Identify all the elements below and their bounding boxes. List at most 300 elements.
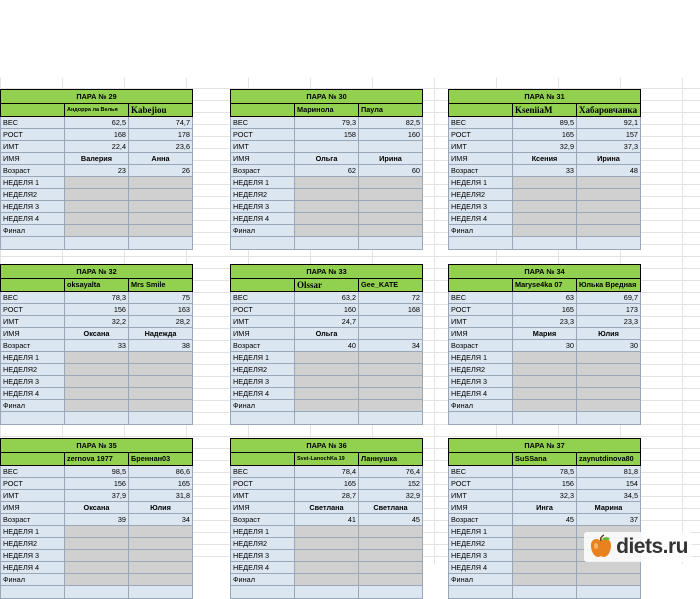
- nickname-1[interactable]: Olssar: [295, 279, 359, 292]
- week2-label[interactable]: НЕДЕЛЯ2: [1, 364, 65, 376]
- week1-label[interactable]: НЕДЕЛЯ 1: [231, 526, 295, 538]
- blank-cell[interactable]: [295, 586, 359, 599]
- weight-2[interactable]: 86,6: [129, 466, 193, 478]
- week3-value-2[interactable]: [577, 201, 641, 213]
- week1-label[interactable]: НЕДЕЛЯ 1: [449, 352, 513, 364]
- bmi-2[interactable]: 32,9: [359, 490, 423, 502]
- nickname-2[interactable]: Kabejiou: [129, 104, 193, 117]
- nick-label-cell[interactable]: [231, 279, 295, 292]
- bmi-2[interactable]: 34,5: [577, 490, 641, 502]
- height-label[interactable]: РОСТ: [449, 478, 513, 490]
- week4-value-1[interactable]: [513, 388, 577, 400]
- week4-label[interactable]: НЕДЕЛЯ 4: [449, 213, 513, 225]
- final-label[interactable]: Финал: [449, 225, 513, 237]
- height-label[interactable]: РОСТ: [231, 478, 295, 490]
- bmi-1[interactable]: 23,3: [513, 316, 577, 328]
- name-2[interactable]: Юлия: [129, 502, 193, 514]
- age-1[interactable]: 33: [65, 340, 129, 352]
- week3-value-2[interactable]: [577, 376, 641, 388]
- week3-value-1[interactable]: [513, 550, 577, 562]
- height-label[interactable]: РОСТ: [231, 129, 295, 141]
- weight-label[interactable]: ВЕС: [1, 117, 65, 129]
- weight-1[interactable]: 63,2: [295, 292, 359, 304]
- bmi-2[interactable]: [359, 141, 423, 153]
- bmi-1[interactable]: 32,3: [513, 490, 577, 502]
- week1-value-2[interactable]: [129, 352, 193, 364]
- blank-cell[interactable]: [65, 412, 129, 425]
- week1-value-1[interactable]: [513, 352, 577, 364]
- bmi-1[interactable]: 28,7: [295, 490, 359, 502]
- final-value-1[interactable]: [295, 400, 359, 412]
- week2-value-1[interactable]: [65, 189, 129, 201]
- week3-label[interactable]: НЕДЕЛЯ 3: [1, 201, 65, 213]
- name-2[interactable]: Марина: [577, 502, 641, 514]
- final-value-2[interactable]: [577, 574, 641, 586]
- blank-cell[interactable]: [295, 237, 359, 250]
- name-label[interactable]: ИМЯ: [231, 153, 295, 165]
- height-1[interactable]: 160: [295, 304, 359, 316]
- week4-label[interactable]: НЕДЕЛЯ 4: [449, 388, 513, 400]
- final-value-2[interactable]: [129, 225, 193, 237]
- week1-label[interactable]: НЕДЕЛЯ 1: [449, 177, 513, 189]
- final-label[interactable]: Финал: [231, 225, 295, 237]
- nick-label-cell[interactable]: [231, 453, 295, 466]
- week1-value-2[interactable]: [129, 526, 193, 538]
- age-2[interactable]: 30: [577, 340, 641, 352]
- weight-1[interactable]: 78,5: [513, 466, 577, 478]
- blank-cell[interactable]: [577, 586, 641, 599]
- bmi-1[interactable]: [295, 141, 359, 153]
- name-2[interactable]: Надежда: [129, 328, 193, 340]
- final-label[interactable]: Финал: [449, 574, 513, 586]
- weight-1[interactable]: 78,3: [65, 292, 129, 304]
- blank-cell[interactable]: [449, 586, 513, 599]
- week4-value-2[interactable]: [577, 562, 641, 574]
- height-2[interactable]: 168: [359, 304, 423, 316]
- week2-label[interactable]: НЕДЕЛЯ2: [449, 538, 513, 550]
- name-2[interactable]: Ирина: [359, 153, 423, 165]
- nick-label-cell[interactable]: [449, 104, 513, 117]
- weight-1[interactable]: 78,4: [295, 466, 359, 478]
- week4-value-1[interactable]: [295, 388, 359, 400]
- weight-2[interactable]: 76,4: [359, 466, 423, 478]
- week4-value-1[interactable]: [295, 213, 359, 225]
- week2-label[interactable]: НЕДЕЛЯ2: [231, 189, 295, 201]
- blank-cell[interactable]: [295, 412, 359, 425]
- bmi-label[interactable]: ИМТ: [231, 141, 295, 153]
- age-label[interactable]: Возраст: [1, 514, 65, 526]
- height-1[interactable]: 156: [65, 304, 129, 316]
- week1-value-1[interactable]: [295, 352, 359, 364]
- name-1[interactable]: Ольга: [295, 328, 359, 340]
- week4-label[interactable]: НЕДЕЛЯ 4: [231, 213, 295, 225]
- final-value-1[interactable]: [65, 225, 129, 237]
- final-label[interactable]: Финал: [1, 225, 65, 237]
- nick-label-cell[interactable]: [1, 104, 65, 117]
- week2-label[interactable]: НЕДЕЛЯ2: [1, 189, 65, 201]
- week3-label[interactable]: НЕДЕЛЯ 3: [231, 550, 295, 562]
- final-value-1[interactable]: [513, 400, 577, 412]
- height-2[interactable]: 165: [129, 478, 193, 490]
- week2-value-1[interactable]: [513, 189, 577, 201]
- blank-cell[interactable]: [1, 586, 65, 599]
- nick-label-cell[interactable]: [449, 453, 513, 466]
- weight-label[interactable]: ВЕС: [1, 292, 65, 304]
- week1-value-2[interactable]: [359, 177, 423, 189]
- week3-value-1[interactable]: [65, 201, 129, 213]
- week3-value-1[interactable]: [513, 376, 577, 388]
- week3-label[interactable]: НЕДЕЛЯ 3: [449, 550, 513, 562]
- week4-value-1[interactable]: [65, 562, 129, 574]
- nick-label-cell[interactable]: [449, 279, 513, 292]
- height-2[interactable]: 173: [577, 304, 641, 316]
- bmi-2[interactable]: 37,3: [577, 141, 641, 153]
- weight-label[interactable]: ВЕС: [231, 466, 295, 478]
- week2-label[interactable]: НЕДЕЛЯ2: [1, 538, 65, 550]
- pair-title[interactable]: ПАРА № 32: [1, 265, 193, 279]
- nickname-1[interactable]: oksayalta: [65, 279, 129, 292]
- final-value-1[interactable]: [295, 574, 359, 586]
- name-1[interactable]: Инга: [513, 502, 577, 514]
- age-label[interactable]: Возраст: [449, 514, 513, 526]
- height-2[interactable]: 157: [577, 129, 641, 141]
- blank-cell[interactable]: [513, 586, 577, 599]
- blank-cell[interactable]: [1, 412, 65, 425]
- final-value-2[interactable]: [359, 400, 423, 412]
- blank-cell[interactable]: [231, 237, 295, 250]
- height-1[interactable]: 165: [295, 478, 359, 490]
- height-label[interactable]: РОСТ: [1, 304, 65, 316]
- week4-label[interactable]: НЕДЕЛЯ 4: [1, 213, 65, 225]
- nickname-2[interactable]: Бреннан03: [129, 453, 193, 466]
- week4-label[interactable]: НЕДЕЛЯ 4: [449, 562, 513, 574]
- pair-title[interactable]: ПАРА № 35: [1, 439, 193, 453]
- week2-value-2[interactable]: [129, 189, 193, 201]
- bmi-1[interactable]: 32,9: [513, 141, 577, 153]
- weight-label[interactable]: ВЕС: [449, 117, 513, 129]
- nickname-1[interactable]: Маринола: [295, 104, 359, 117]
- bmi-1[interactable]: 32,2: [65, 316, 129, 328]
- nickname-1[interactable]: zernova 1977: [65, 453, 129, 466]
- week2-value-2[interactable]: [577, 364, 641, 376]
- bmi-label[interactable]: ИМТ: [231, 490, 295, 502]
- week1-value-1[interactable]: [513, 177, 577, 189]
- age-1[interactable]: 40: [295, 340, 359, 352]
- week3-value-1[interactable]: [513, 201, 577, 213]
- blank-cell[interactable]: [129, 586, 193, 599]
- week3-value-2[interactable]: [129, 376, 193, 388]
- name-label[interactable]: ИМЯ: [1, 153, 65, 165]
- age-1[interactable]: 41: [295, 514, 359, 526]
- height-label[interactable]: РОСТ: [1, 129, 65, 141]
- week4-label[interactable]: НЕДЕЛЯ 4: [231, 562, 295, 574]
- age-2[interactable]: 34: [359, 340, 423, 352]
- weight-label[interactable]: ВЕС: [449, 292, 513, 304]
- bmi-1[interactable]: 24,7: [295, 316, 359, 328]
- week3-label[interactable]: НЕДЕЛЯ 3: [1, 376, 65, 388]
- week3-label[interactable]: НЕДЕЛЯ 3: [231, 376, 295, 388]
- final-label[interactable]: Финал: [1, 574, 65, 586]
- week1-label[interactable]: НЕДЕЛЯ 1: [1, 177, 65, 189]
- nickname-1[interactable]: Андорра ла Велья: [65, 104, 129, 117]
- pair-title[interactable]: ПАРА № 30: [231, 90, 423, 104]
- week2-value-1[interactable]: [295, 538, 359, 550]
- weight-1[interactable]: 89,5: [513, 117, 577, 129]
- weight-2[interactable]: 72: [359, 292, 423, 304]
- week2-value-2[interactable]: [129, 538, 193, 550]
- age-label[interactable]: Возраст: [231, 340, 295, 352]
- name-2[interactable]: Светлана: [359, 502, 423, 514]
- blank-cell[interactable]: [577, 412, 641, 425]
- bmi-label[interactable]: ИМТ: [449, 316, 513, 328]
- final-value-2[interactable]: [129, 574, 193, 586]
- bmi-2[interactable]: 23,6: [129, 141, 193, 153]
- week4-value-2[interactable]: [359, 213, 423, 225]
- week1-value-2[interactable]: [577, 177, 641, 189]
- bmi-2[interactable]: [359, 316, 423, 328]
- age-label[interactable]: Возраст: [1, 165, 65, 177]
- week1-value-2[interactable]: [129, 177, 193, 189]
- height-label[interactable]: РОСТ: [449, 129, 513, 141]
- week4-value-1[interactable]: [513, 213, 577, 225]
- age-2[interactable]: 38: [129, 340, 193, 352]
- week3-value-2[interactable]: [359, 201, 423, 213]
- final-value-1[interactable]: [295, 225, 359, 237]
- name-label[interactable]: ИМЯ: [1, 502, 65, 514]
- blank-cell[interactable]: [231, 412, 295, 425]
- bmi-label[interactable]: ИМТ: [449, 141, 513, 153]
- bmi-2[interactable]: 23,3: [577, 316, 641, 328]
- weight-1[interactable]: 63: [513, 292, 577, 304]
- week4-value-2[interactable]: [359, 388, 423, 400]
- week2-value-2[interactable]: [359, 538, 423, 550]
- name-1[interactable]: Оксана: [65, 328, 129, 340]
- name-label[interactable]: ИМЯ: [449, 153, 513, 165]
- nickname-2[interactable]: Юлька Вредная: [577, 279, 641, 292]
- height-label[interactable]: РОСТ: [1, 478, 65, 490]
- name-1[interactable]: Светлана: [295, 502, 359, 514]
- final-label[interactable]: Финал: [231, 400, 295, 412]
- week1-value-2[interactable]: [359, 352, 423, 364]
- week3-label[interactable]: НЕДЕЛЯ 3: [1, 550, 65, 562]
- blank-cell[interactable]: [577, 237, 641, 250]
- final-value-2[interactable]: [359, 574, 423, 586]
- name-1[interactable]: Оксана: [65, 502, 129, 514]
- week2-value-2[interactable]: [359, 364, 423, 376]
- nickname-1[interactable]: KseniiaM: [513, 104, 577, 117]
- week3-value-1[interactable]: [295, 550, 359, 562]
- week2-label[interactable]: НЕДЕЛЯ2: [449, 189, 513, 201]
- week1-value-1[interactable]: [513, 526, 577, 538]
- blank-cell[interactable]: [449, 237, 513, 250]
- week1-value-1[interactable]: [295, 177, 359, 189]
- name-label[interactable]: ИМЯ: [231, 328, 295, 340]
- age-label[interactable]: Возраст: [449, 165, 513, 177]
- age-2[interactable]: 34: [129, 514, 193, 526]
- final-value-2[interactable]: [577, 400, 641, 412]
- bmi-label[interactable]: ИМТ: [1, 316, 65, 328]
- week3-value-1[interactable]: [295, 201, 359, 213]
- nick-label-cell[interactable]: [231, 104, 295, 117]
- name-1[interactable]: Ольга: [295, 153, 359, 165]
- height-1[interactable]: 158: [295, 129, 359, 141]
- week2-label[interactable]: НЕДЕЛЯ2: [449, 364, 513, 376]
- pair-title[interactable]: ПАРА № 37: [449, 439, 641, 453]
- weight-1[interactable]: 79,3: [295, 117, 359, 129]
- week4-label[interactable]: НЕДЕЛЯ 4: [1, 388, 65, 400]
- name-label[interactable]: ИМЯ: [231, 502, 295, 514]
- week3-value-1[interactable]: [295, 376, 359, 388]
- name-2[interactable]: Юлия: [577, 328, 641, 340]
- weight-label[interactable]: ВЕС: [231, 117, 295, 129]
- blank-cell[interactable]: [129, 237, 193, 250]
- week2-value-1[interactable]: [513, 364, 577, 376]
- bmi-label[interactable]: ИМТ: [449, 490, 513, 502]
- week2-label[interactable]: НЕДЕЛЯ2: [231, 364, 295, 376]
- age-1[interactable]: 62: [295, 165, 359, 177]
- blank-cell[interactable]: [1, 237, 65, 250]
- height-2[interactable]: 178: [129, 129, 193, 141]
- week3-value-1[interactable]: [65, 550, 129, 562]
- blank-cell[interactable]: [359, 237, 423, 250]
- blank-cell[interactable]: [513, 237, 577, 250]
- week3-value-2[interactable]: [129, 201, 193, 213]
- week2-value-1[interactable]: [513, 538, 577, 550]
- nick-label-cell[interactable]: [1, 279, 65, 292]
- week3-value-2[interactable]: [359, 376, 423, 388]
- age-2[interactable]: 26: [129, 165, 193, 177]
- week4-value-2[interactable]: [129, 213, 193, 225]
- week2-value-1[interactable]: [295, 189, 359, 201]
- age-label[interactable]: Возраст: [1, 340, 65, 352]
- nickname-1[interactable]: SuSSana: [513, 453, 577, 466]
- week4-value-1[interactable]: [295, 562, 359, 574]
- age-2[interactable]: 45: [359, 514, 423, 526]
- blank-cell[interactable]: [449, 412, 513, 425]
- blank-cell[interactable]: [359, 412, 423, 425]
- height-1[interactable]: 165: [513, 129, 577, 141]
- week2-label[interactable]: НЕДЕЛЯ2: [231, 538, 295, 550]
- blank-cell[interactable]: [65, 586, 129, 599]
- name-1[interactable]: Мария: [513, 328, 577, 340]
- week4-value-2[interactable]: [359, 562, 423, 574]
- week1-label[interactable]: НЕДЕЛЯ 1: [449, 526, 513, 538]
- age-1[interactable]: 39: [65, 514, 129, 526]
- nickname-2[interactable]: zaynutdinova80: [577, 453, 641, 466]
- blank-cell[interactable]: [513, 412, 577, 425]
- week1-label[interactable]: НЕДЕЛЯ 1: [1, 352, 65, 364]
- age-1[interactable]: 33: [513, 165, 577, 177]
- height-1[interactable]: 165: [513, 304, 577, 316]
- week4-value-1[interactable]: [513, 562, 577, 574]
- age-1[interactable]: 45: [513, 514, 577, 526]
- week4-value-2[interactable]: [577, 213, 641, 225]
- bmi-2[interactable]: 28,2: [129, 316, 193, 328]
- pair-title[interactable]: ПАРА № 34: [449, 265, 641, 279]
- week1-value-1[interactable]: [65, 352, 129, 364]
- week1-value-2[interactable]: [359, 526, 423, 538]
- week1-value-1[interactable]: [295, 526, 359, 538]
- nickname-1[interactable]: Svet-LanochKa 19: [295, 453, 359, 466]
- week1-label[interactable]: НЕДЕЛЯ 1: [231, 177, 295, 189]
- week1-label[interactable]: НЕДЕЛЯ 1: [231, 352, 295, 364]
- weight-2[interactable]: 75: [129, 292, 193, 304]
- week1-value-1[interactable]: [65, 526, 129, 538]
- nickname-2[interactable]: Хабаровчанка: [577, 104, 641, 117]
- weight-1[interactable]: 62,5: [65, 117, 129, 129]
- week3-value-2[interactable]: [359, 550, 423, 562]
- name-label[interactable]: ИМЯ: [449, 502, 513, 514]
- age-2[interactable]: 60: [359, 165, 423, 177]
- week4-value-2[interactable]: [129, 562, 193, 574]
- week2-value-2[interactable]: [359, 189, 423, 201]
- height-2[interactable]: 160: [359, 129, 423, 141]
- bmi-label[interactable]: ИМТ: [1, 141, 65, 153]
- week3-value-1[interactable]: [65, 376, 129, 388]
- week2-value-1[interactable]: [65, 538, 129, 550]
- week1-label[interactable]: НЕДЕЛЯ 1: [1, 526, 65, 538]
- final-value-1[interactable]: [513, 574, 577, 586]
- week2-value-2[interactable]: [577, 189, 641, 201]
- name-2[interactable]: Ирина: [577, 153, 641, 165]
- blank-cell[interactable]: [359, 586, 423, 599]
- name-2[interactable]: [359, 328, 423, 340]
- nickname-1[interactable]: Maryse4ka 07: [513, 279, 577, 292]
- bmi-1[interactable]: 37,9: [65, 490, 129, 502]
- final-value-1[interactable]: [513, 225, 577, 237]
- pair-title[interactable]: ПАРА № 33: [231, 265, 423, 279]
- final-value-2[interactable]: [359, 225, 423, 237]
- age-1[interactable]: 30: [513, 340, 577, 352]
- height-label[interactable]: РОСТ: [449, 304, 513, 316]
- age-label[interactable]: Возраст: [231, 165, 295, 177]
- weight-label[interactable]: ВЕС: [449, 466, 513, 478]
- week1-value-2[interactable]: [577, 352, 641, 364]
- week4-value-1[interactable]: [65, 388, 129, 400]
- age-2[interactable]: 37: [577, 514, 641, 526]
- week3-label[interactable]: НЕДЕЛЯ 3: [231, 201, 295, 213]
- final-label[interactable]: Финал: [449, 400, 513, 412]
- height-2[interactable]: 154: [577, 478, 641, 490]
- age-2[interactable]: 48: [577, 165, 641, 177]
- week4-value-2[interactable]: [577, 388, 641, 400]
- height-1[interactable]: 156: [513, 478, 577, 490]
- height-2[interactable]: 152: [359, 478, 423, 490]
- week4-value-2[interactable]: [129, 388, 193, 400]
- weight-2[interactable]: 92,1: [577, 117, 641, 129]
- bmi-1[interactable]: 22,4: [65, 141, 129, 153]
- weight-2[interactable]: 82,5: [359, 117, 423, 129]
- age-1[interactable]: 23: [65, 165, 129, 177]
- height-1[interactable]: 156: [65, 478, 129, 490]
- week4-label[interactable]: НЕДЕЛЯ 4: [1, 562, 65, 574]
- week2-value-1[interactable]: [295, 364, 359, 376]
- nick-label-cell[interactable]: [1, 453, 65, 466]
- name-2[interactable]: Анна: [129, 153, 193, 165]
- weight-2[interactable]: 69,7: [577, 292, 641, 304]
- week4-label[interactable]: НЕДЕЛЯ 4: [231, 388, 295, 400]
- age-label[interactable]: Возраст: [231, 514, 295, 526]
- final-value-2[interactable]: [129, 400, 193, 412]
- name-1[interactable]: Ксения: [513, 153, 577, 165]
- final-label[interactable]: Финал: [1, 400, 65, 412]
- bmi-label[interactable]: ИМТ: [1, 490, 65, 502]
- week1-value-1[interactable]: [65, 177, 129, 189]
- weight-label[interactable]: ВЕС: [231, 292, 295, 304]
- pair-title[interactable]: ПАРА № 29: [1, 90, 193, 104]
- nickname-2[interactable]: Паула: [359, 104, 423, 117]
- bmi-label[interactable]: ИМТ: [231, 316, 295, 328]
